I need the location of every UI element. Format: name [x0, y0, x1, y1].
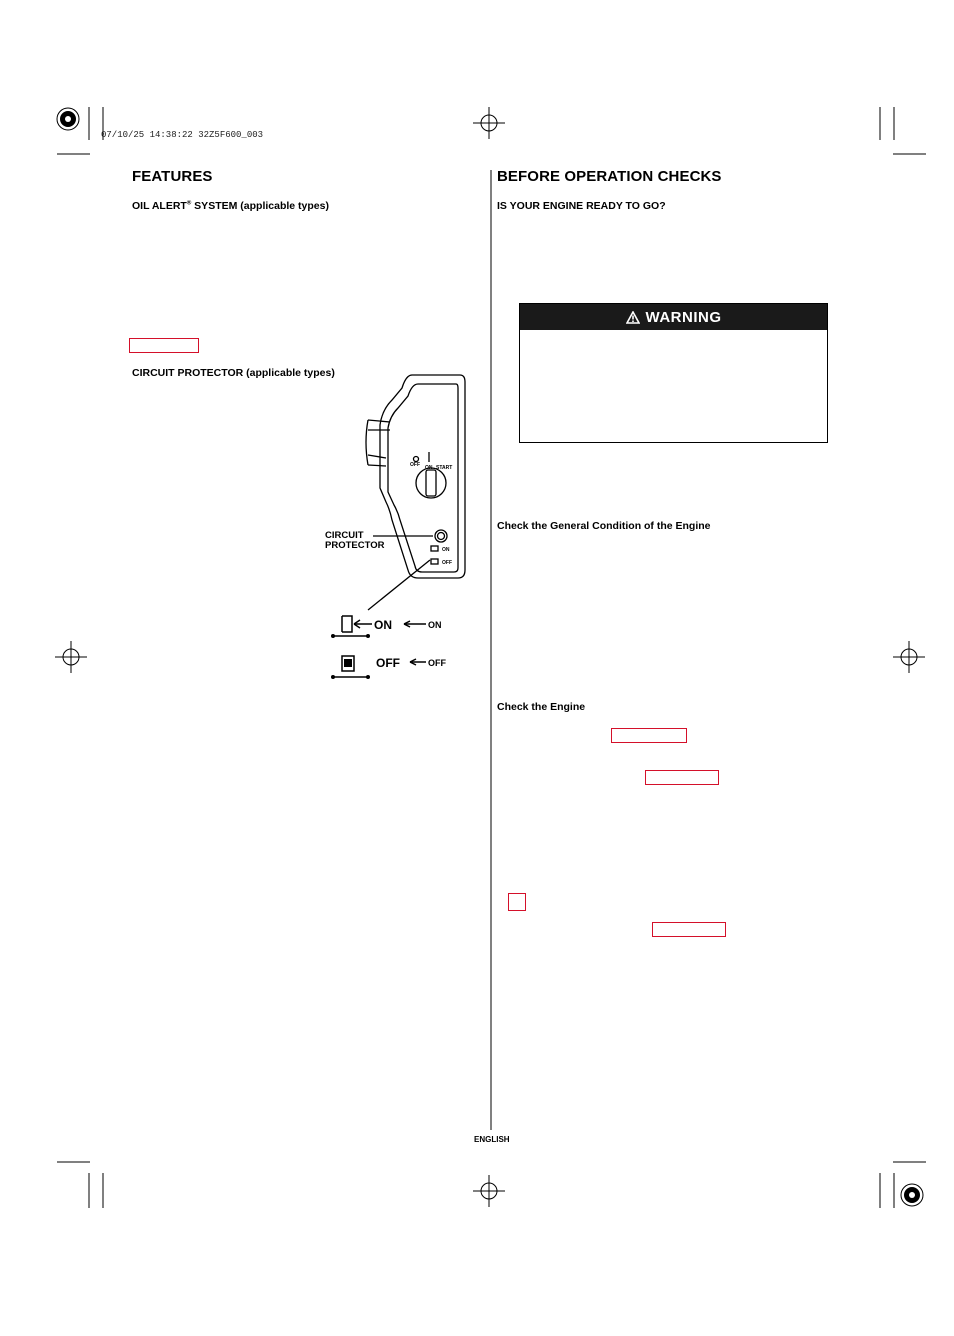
crosshair-right — [893, 641, 925, 673]
oil-alert-suffix: SYSTEM (applicable types) — [191, 200, 329, 212]
switch-start-label: START — [436, 465, 453, 471]
off-label: OFF — [428, 658, 446, 668]
switch-off-label: OFF — [410, 462, 420, 468]
star-target-top-left — [57, 108, 79, 130]
callout-line-1: CIRCUIT — [325, 530, 364, 541]
circuit-protector-callout — [325, 531, 384, 551]
on-off-detail — [328, 610, 458, 685]
crosshair-bottom — [473, 1175, 505, 1207]
on-symbol-text: ON — [374, 618, 392, 632]
oil-alert-prefix: OIL ALERT — [132, 200, 187, 212]
crosshair-top — [473, 107, 505, 139]
warning-triangle-icon — [626, 311, 640, 324]
registered-mark: ® — [186, 200, 192, 207]
check-engine-heading: Check the Engine — [497, 701, 586, 713]
print-stamp: 07/10/25 14:38:22 32Z5F600_003 — [101, 130, 264, 140]
callout-line-2: PROTECTOR — [325, 540, 385, 551]
off-button-filled — [344, 659, 352, 667]
off-symbol-text: OFF — [376, 656, 400, 670]
link-box-square[interactable] — [508, 893, 526, 911]
warning-box — [519, 303, 828, 443]
link-box-1[interactable] — [611, 728, 687, 743]
switch-on-label: ON — [425, 465, 433, 471]
link-box-3[interactable] — [652, 922, 726, 937]
link-box-oil-alert[interactable] — [129, 338, 199, 353]
crosshair-left — [55, 641, 87, 673]
warning-header — [520, 304, 827, 330]
features-heading: FEATURES — [132, 168, 213, 185]
star-target-bottom-right — [901, 1184, 923, 1206]
check-general-heading: Check the General Condition of the Engine — [497, 520, 711, 532]
oil-alert-heading — [132, 200, 329, 212]
panel-off-label: OFF — [442, 560, 452, 566]
circuit-protector-heading: CIRCUIT PROTECTOR (applicable types) — [132, 367, 335, 379]
link-box-2[interactable] — [645, 770, 719, 785]
on-label: ON — [428, 620, 442, 630]
before-operation-heading: BEFORE OPERATION CHECKS — [497, 168, 722, 185]
panel-on-label: ON — [442, 547, 450, 553]
warning-title: WARNING — [645, 308, 722, 326]
footer-language: ENGLISH — [474, 1135, 510, 1144]
engine-ready-subheading: IS YOUR ENGINE READY TO GO? — [497, 200, 666, 212]
